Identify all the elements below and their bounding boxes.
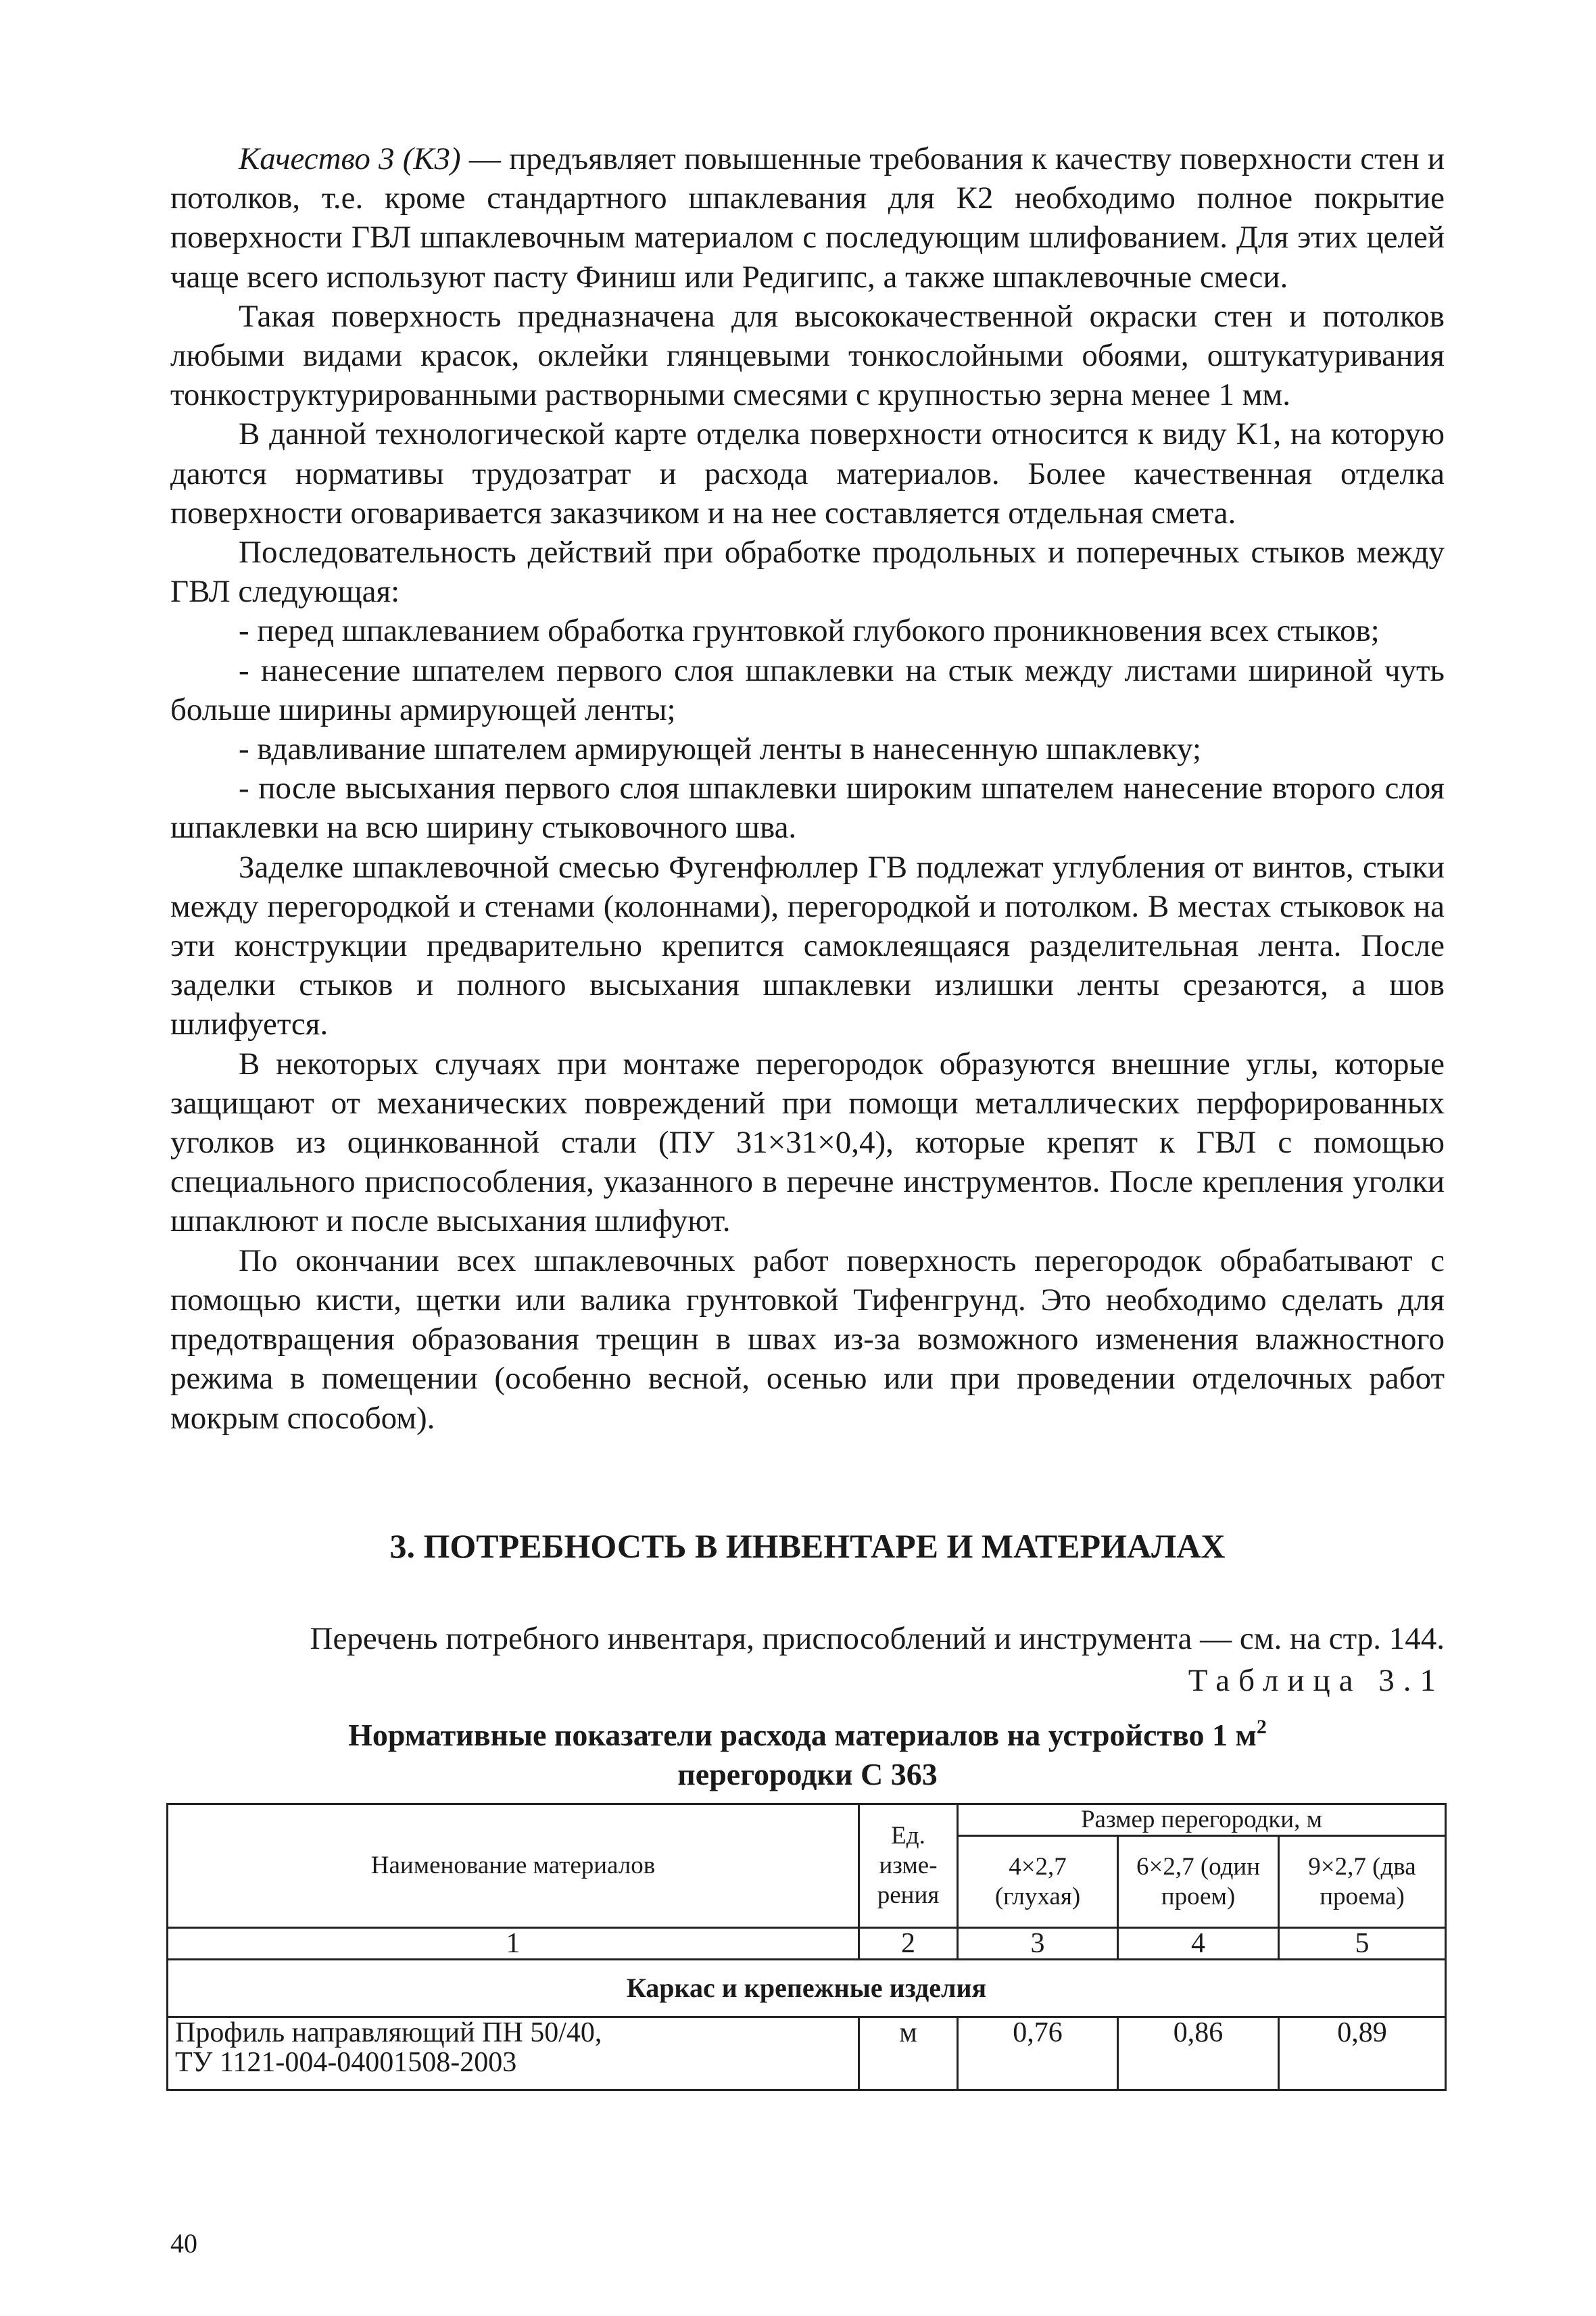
material-name-line2: ТУ 1121-004-04001508-2003 — [175, 2047, 517, 2078]
header-size-group: Размер перегородки, м — [958, 1804, 1446, 1836]
table-label: Таблица 3.1 — [1188, 1663, 1445, 1698]
header-row — [168, 1804, 1446, 1836]
column-number: 1 — [168, 1928, 859, 1960]
column-number: 2 — [859, 1928, 958, 1960]
list-item: - вдавливание шпателем армирующей ленты в нанесенную шпаклевку; — [239, 731, 1201, 767]
table-title — [170, 1716, 1445, 1794]
materials-table — [166, 1803, 1447, 2091]
paragraph: В данной технологической карте отделка поверхности относится к виду К1, на которую даются нормативы трудозатрат и расхода материалов. Более качественная отделка поверхности оговаривается заказчиком и на нее составляется отдельная смета. — [170, 416, 1445, 531]
list-item: - нанесение шпателем первого слоя шпаклевки на стык между листами шириной чуть больше ширины армирующей ленты; — [170, 652, 1445, 727]
paragraph: В некоторых случаях при монтаже перегородок образуются внешние углы, которые защищают от механических повреждений при помощи металлических перфорированных уголков из оцинкованной стали (ПУ 31×31×0,4), которые крепят к ГВЛ с помощью специального приспособления, указанного в перечне инструментов. После крепления уголки шпаклюют и после высыхания шлифуют. — [170, 1046, 1445, 1239]
header-name: Наименование материалов — [168, 1804, 859, 1928]
material-name-line1: Профиль направляющий ПН 50/40, — [175, 2017, 602, 2048]
column-number: 4 — [1118, 1928, 1279, 1960]
group-title: Каркас и крепежные изделия — [168, 1960, 1446, 2017]
reference-line: Перечень потребного инвентаря, приспособлений и инструмента — см. на стр. 144. — [310, 1621, 1445, 1656]
group-row — [168, 1960, 1446, 2017]
paragraph: Последовательность действий при обработке продольных и поперечных стыков между ГВЛ следующая: — [170, 535, 1445, 610]
quality-k3-term: Качество 3 (К3) — [239, 141, 461, 176]
header-size: 6×2,7 (один проем) — [1118, 1836, 1279, 1928]
material-value: 0,89 — [1279, 2017, 1446, 2090]
material-value: 0,76 — [958, 2017, 1118, 2090]
section-title: 3. ПОТРЕБНОСТЬ В ИНВЕНТАРЕ И МАТЕРИАЛАХ — [389, 1527, 1226, 1565]
table-title-line1: Нормативные показатели расхода материалов на устройство 1 м — [348, 1718, 1257, 1752]
column-numbers-row — [168, 1928, 1446, 1960]
body-text — [170, 139, 1445, 1438]
header-unit: Ед. изме-рения — [859, 1804, 958, 1928]
paragraph: По окончании всех шпаклевочных работ поверхность перегородок обрабатывают с помощью кисти, щетки или валика грунтовкой Тифенгрунд. Это необходимо сделать для предотвращения образования трещин в швах из-за возможного изменения влажностного режима в помещении (особенно весной, осенью или при проведении отделочных работ мокрым способом). — [170, 1243, 1445, 1436]
material-unit: м — [859, 2017, 958, 2090]
material-value: 0,86 — [1118, 2017, 1279, 2090]
table-title-line2: перегородки С 363 — [677, 1757, 938, 1791]
material-name — [168, 2017, 859, 2090]
header-size: 9×2,7 (два проема) — [1279, 1836, 1446, 1928]
table-row — [168, 2017, 1446, 2090]
paragraph-text: — предъявляет повышенные требования к качеству поверхности стен и потолков, т.е. кроме стандартного шпаклевания для К2 необходимо полное покрытие поверхности ГВЛ шпаклевочным материалом с последующим шлифованием. Для этих целей чаще всего используют пасту Финиш или Редигипс, а также шпаклевочные смеси. — [170, 141, 1445, 295]
list-item: - после высыхания первого слоя шпаклевки широким шпателем нанесение второго слоя шпаклевки на всю ширину стыковочного шва. — [170, 771, 1445, 846]
header-size: 4×2,7 (глухая) — [958, 1836, 1118, 1928]
paragraph-quality-k3 — [170, 139, 1445, 297]
paragraph: Такая поверхность предназначена для высококачественной окраски стен и потолков любыми видами красок, оклейки глянцевыми тонкослойными обоями, оштукатуривания тонкоструктурированными растворными смесями с крупностью зерна менее 1 мм. — [170, 298, 1445, 413]
column-number: 5 — [1279, 1928, 1446, 1960]
page-number: 40 — [170, 2228, 197, 2259]
paragraph: Заделке шпаклевочной смесью Фугенфюллер ГВ подлежат углубления от винтов, стыки между перегородкой и стенами (колоннами), перегородкой и потолком. В местах стыковок на эти конструкции предварительно крепится самоклеящаяся разделительная лента. После заделки стыков и полного высыхания шпаклевки излишки ленты срезаются, а шов шлифуется. — [170, 849, 1445, 1042]
table-title-superscript: 2 — [1256, 1716, 1267, 1738]
column-number: 3 — [958, 1928, 1118, 1960]
list-item: - перед шпаклеванием обработка грунтовкой глубокого проникновения всех стыков; — [239, 613, 1380, 649]
